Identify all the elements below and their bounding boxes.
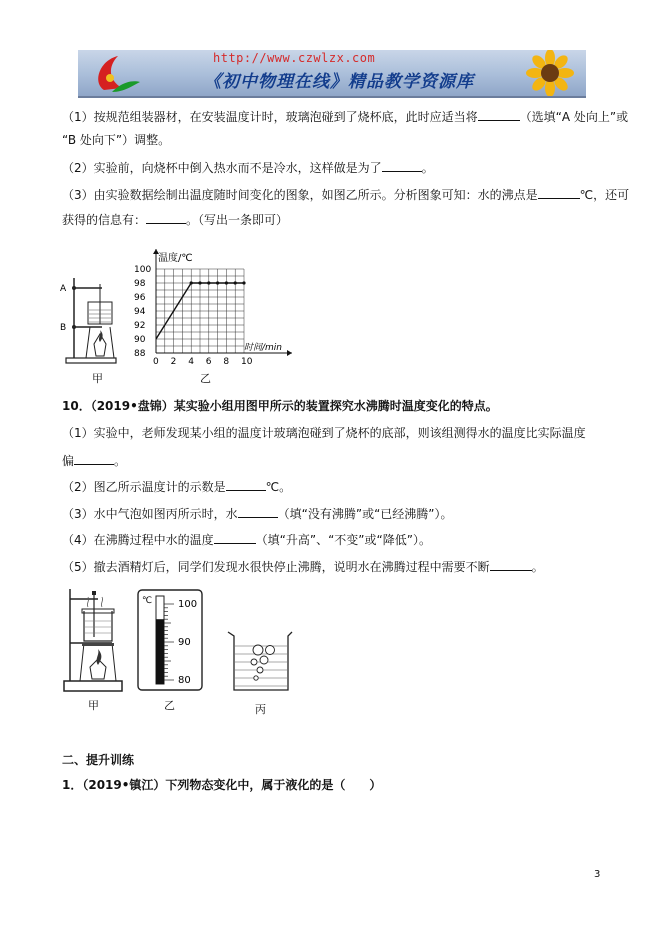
answer-blank[interactable] xyxy=(146,211,186,224)
thermometer-tick-label: 80 xyxy=(178,675,191,686)
data-point xyxy=(216,281,219,284)
figure-apparatus-2 xyxy=(58,585,128,697)
data-point xyxy=(198,281,201,284)
thermometer-figure xyxy=(136,588,204,692)
q10-part2: （2）图乙所示温度计的示数是 ℃。 xyxy=(62,480,292,494)
x-tick-label: 10 xyxy=(241,357,253,367)
q-prev-part3-line2: 获得的信息有： 。（写出一条即可） xyxy=(62,213,289,227)
data-point xyxy=(225,281,228,284)
y-tick-label: 92 xyxy=(134,321,146,331)
chart-ylabel: 温度/℃ xyxy=(158,253,193,264)
caption-yi-1: 乙 xyxy=(200,372,211,385)
answer-blank[interactable] xyxy=(74,452,114,465)
q-prev-part1-line1: （1）按规范组装器材，在安装温度计时，玻璃泡碰到了烧杯底，此时应适当将 （选填“A 处向上”或 xyxy=(62,110,629,124)
beaker-bubbles-figure xyxy=(226,628,296,694)
section-title: 二、提升训练 xyxy=(62,753,135,767)
y-tick-label: 88 xyxy=(134,349,146,359)
q10-part1-line2: 偏 。 xyxy=(62,454,127,468)
y-tick-label: 96 xyxy=(134,293,146,303)
x-tick-label: 2 xyxy=(170,357,177,367)
label-b: B xyxy=(60,323,67,333)
x-tick-label: 0 xyxy=(153,357,159,367)
site-logo-icon xyxy=(82,52,142,94)
q-prev-part3-line1: （3）由实验数据绘制出温度随时间变化的图象，如图乙所示。分析图象可知：水的沸点是 ℃，还可 xyxy=(62,188,630,202)
y-tick-label: 98 xyxy=(134,279,146,289)
y-tick-label: 100 xyxy=(134,265,152,275)
thermometer-tick-label: 100 xyxy=(178,599,198,610)
thermometer-liquid-column xyxy=(156,619,164,684)
q-prev-part2: （2）实验前，向烧杯中倒入热水而不是冷水，这样做是为了 。 xyxy=(62,161,434,175)
x-tick-label: 8 xyxy=(223,357,230,367)
q10-part1-line1: （1）实验中，老师发现某小组的温度计玻璃泡碰到了烧杯的底部，则该组测得水的温度比实际温度 xyxy=(62,426,586,440)
y-tick-label: 94 xyxy=(134,307,146,317)
caption-jia-1: 甲 xyxy=(92,372,103,385)
answer-blank[interactable] xyxy=(490,558,532,571)
figure-apparatus-1 xyxy=(58,272,128,372)
label-a: A xyxy=(60,284,67,294)
header-banner xyxy=(78,50,586,98)
banner-url[interactable]: http://www.czwlzx.com xyxy=(213,51,376,65)
caption-yi-2: 乙 xyxy=(164,699,175,712)
q10-part5: （5）撤去酒精灯后，同学们发现水很快停止沸腾，说明水在沸腾过程中需要不断 。 xyxy=(62,560,544,574)
data-point xyxy=(242,281,245,284)
data-point xyxy=(234,281,237,284)
answer-blank[interactable] xyxy=(382,159,422,172)
caption-jia-2: 甲 xyxy=(88,699,99,712)
chart-xlabel: 时间/min xyxy=(244,343,283,353)
q10-header: 10．（2019•盘锦）某实验小组用图甲所示的装置探究水沸腾时温度变化的特点。 xyxy=(62,399,498,413)
q-prev-part1-line2: “B 处向下”）调整。 xyxy=(62,133,171,147)
caption-bing-2: 丙 xyxy=(255,703,266,716)
q10-part3: （3）水中气泡如图丙所示时，水 （填“没有沸腾”或“已经沸腾”）。 xyxy=(62,507,453,521)
thermometer-tick-label: 90 xyxy=(178,637,191,648)
answer-blank[interactable] xyxy=(238,505,278,518)
answer-blank[interactable] xyxy=(538,186,580,199)
temperature-time-chart xyxy=(132,247,302,377)
sunflower-icon xyxy=(518,50,578,96)
answer-blank[interactable] xyxy=(478,108,520,121)
y-tick-label: 90 xyxy=(134,335,146,345)
answer-blank[interactable] xyxy=(214,531,256,544)
answer-blank[interactable] xyxy=(226,478,266,491)
x-tick-label: 4 xyxy=(188,357,194,367)
banner-title: 《初中物理在线》精品教学资源库 xyxy=(204,72,474,92)
data-point xyxy=(190,281,193,284)
data-point xyxy=(207,281,210,284)
thermometer-unit: ℃ xyxy=(142,596,153,606)
page-number: 3 xyxy=(594,869,601,880)
x-tick-label: 6 xyxy=(205,357,212,367)
section2-q1: 1．（2019•镇江）下列物态变化中，属于液化的是（ ） xyxy=(62,778,382,792)
chart-axes xyxy=(153,249,292,356)
q10-part4: （4）在沸腾过程中水的温度 （填“升高”、“不变”或“降低”）。 xyxy=(62,533,431,547)
